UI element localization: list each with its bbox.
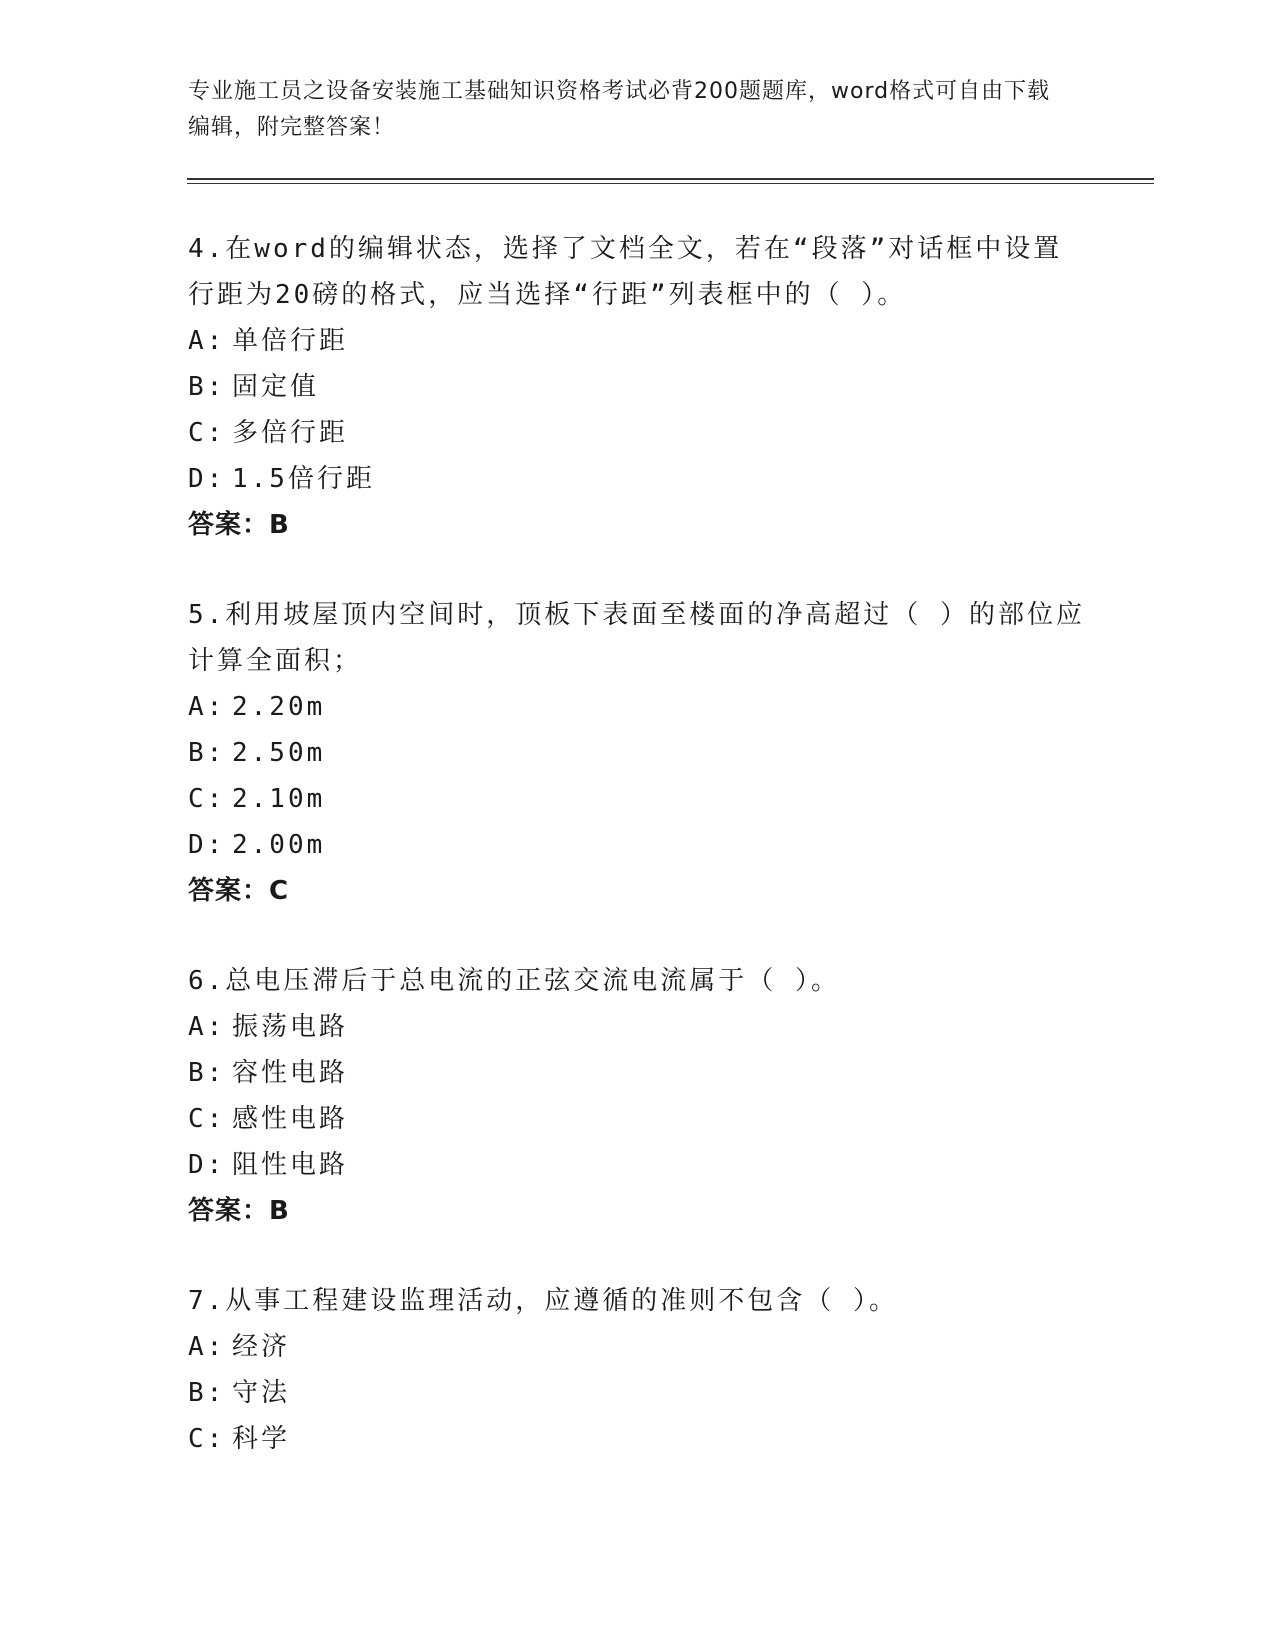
question-7 <box>188 1278 1088 1462</box>
option-text: 容性电路 <box>232 1058 349 1088</box>
option-text: 固定值 <box>232 372 320 402</box>
option-key: B: <box>188 738 226 768</box>
option-c <box>188 1416 1088 1462</box>
option-text: 2.00m <box>232 830 326 860</box>
answer: 答案：C <box>188 876 290 906</box>
option-c <box>188 1096 1088 1142</box>
option-text: 守法 <box>232 1378 291 1408</box>
option-a <box>188 1004 1088 1050</box>
option-text: 2.10m <box>232 784 326 814</box>
question-4 <box>188 226 1088 548</box>
option-a <box>188 1324 1088 1370</box>
option-key: C: <box>188 1424 226 1454</box>
option-key: D: <box>188 830 226 860</box>
option-text: 多倍行距 <box>232 418 349 448</box>
option-key: B: <box>188 372 226 402</box>
option-a <box>188 684 1088 730</box>
option-text: 经济 <box>232 1332 291 1362</box>
document-header: 专业施工员之设备安装施工基础知识资格考试必背200题题库，word格式可自由下载编辑，附完整答案！ <box>188 79 1051 140</box>
question-stem: 5.利用坡屋顶内空间时，顶板下表面至楼面的净高超过（ ）的部位应计算全面积； <box>188 600 1085 676</box>
option-key: B: <box>188 1058 226 1088</box>
header-divider-thin <box>187 183 1154 184</box>
option-text: 2.20m <box>232 692 326 722</box>
option-text: 1.5倍行距 <box>232 464 375 494</box>
option-b <box>188 1370 1088 1416</box>
option-a <box>188 318 1088 364</box>
question-stem: 7.从事工程建设监理活动，应遵循的准则不包含（ ）。 <box>188 1286 898 1316</box>
option-text: 科学 <box>232 1424 291 1454</box>
option-d <box>188 1142 1088 1188</box>
option-key: C: <box>188 418 226 448</box>
question-stem: 6.总电压滞后于总电流的正弦交流电流属于（ ）。 <box>188 966 840 996</box>
option-d <box>188 822 1088 868</box>
option-key: A: <box>188 1012 226 1042</box>
option-text: 振荡电路 <box>232 1012 349 1042</box>
answer: 答案：B <box>188 510 290 540</box>
option-text: 2.50m <box>232 738 326 768</box>
option-c <box>188 410 1088 456</box>
option-key: B: <box>188 1378 226 1408</box>
option-b <box>188 730 1088 776</box>
option-key: C: <box>188 784 226 814</box>
answer: 答案：B <box>188 1196 290 1226</box>
header-divider <box>187 178 1154 180</box>
option-b <box>188 1050 1088 1096</box>
option-key: A: <box>188 692 226 722</box>
option-key: C: <box>188 1104 226 1134</box>
question-5 <box>188 592 1088 914</box>
option-key: A: <box>188 1332 226 1362</box>
option-c <box>188 776 1088 822</box>
option-b <box>188 364 1088 410</box>
option-key: D: <box>188 1150 226 1180</box>
option-text: 单倍行距 <box>232 326 349 356</box>
question-stem: 4.在word的编辑状态，选择了文档全文，若在“段落”对话框中设置行距为20磅的格式，应当选择“行距”列表框中的（ ）。 <box>188 234 1063 310</box>
option-text: 感性电路 <box>232 1104 349 1134</box>
option-key: A: <box>188 326 226 356</box>
option-d <box>188 456 1088 502</box>
question-6 <box>188 958 1088 1234</box>
option-key: D: <box>188 464 226 494</box>
option-text: 阻性电路 <box>232 1150 349 1180</box>
